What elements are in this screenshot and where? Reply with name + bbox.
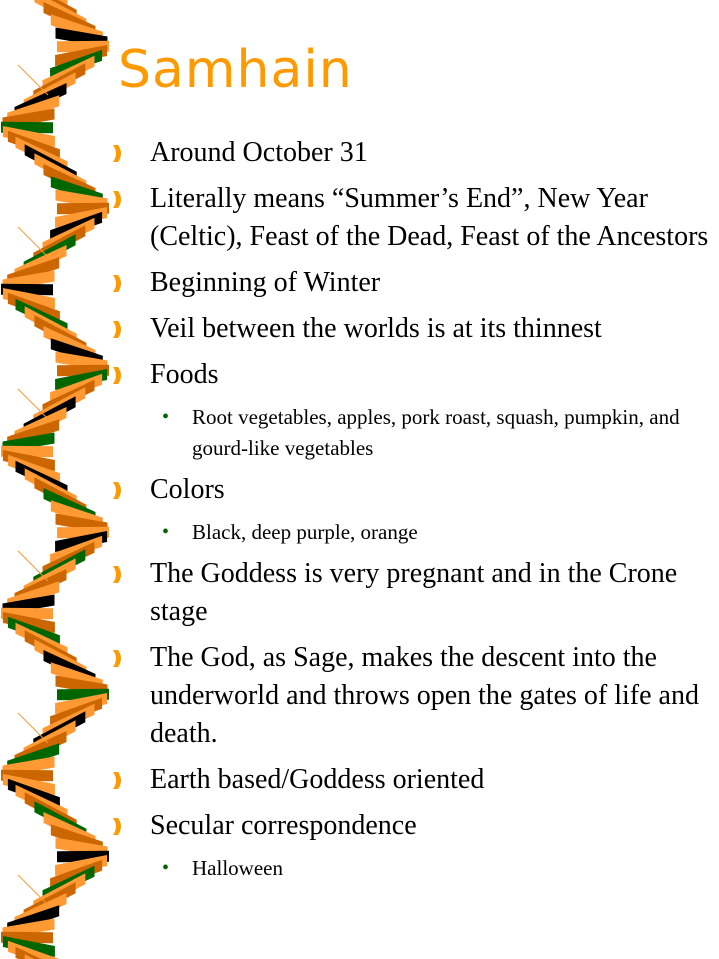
bullet-text: Secular correspondence xyxy=(150,810,417,841)
sub-bullet-dot-icon: • xyxy=(162,521,170,543)
bullet-icon xyxy=(112,650,124,667)
bullet-item xyxy=(112,356,712,394)
sub-bullet-dot-icon: • xyxy=(162,857,170,879)
bullet-item xyxy=(112,639,712,753)
bullet-item xyxy=(112,471,712,509)
bullet-icon xyxy=(112,818,124,835)
bullet-icon xyxy=(112,367,124,384)
bullet-item xyxy=(112,807,712,845)
bullet-text: Earth based/Goddess oriented xyxy=(150,764,485,795)
bullet-text: Beginning of Winter xyxy=(150,267,381,298)
bullet-item xyxy=(112,555,712,631)
bullet-icon xyxy=(112,191,124,208)
bullet-text: Veil between the worlds is at its thinnest xyxy=(150,313,602,344)
bullet-item xyxy=(112,180,712,256)
bullet-item xyxy=(112,761,712,799)
bullet-icon xyxy=(112,772,124,789)
sub-bullet-dot-icon: • xyxy=(162,406,170,428)
bullet-icon xyxy=(112,145,124,162)
sub-bullet-text: Root vegetables, apples, pork roast, squash, pumpkin, and gourd-like vegetables xyxy=(192,405,680,460)
bullet-text: Literally means “Summer’s End”, New Year (Celtic), Feast of the Dead, Feast of the Ancestors xyxy=(150,183,709,252)
bullet-icon xyxy=(112,482,124,499)
bullet-text: Around October 31 xyxy=(150,137,368,168)
bullet-text: Colors xyxy=(150,474,225,505)
bullet-icon xyxy=(112,566,124,583)
bullet-icon xyxy=(112,321,124,338)
slide-title: Samhain xyxy=(118,40,353,100)
sub-bullet-item xyxy=(112,517,712,548)
sub-bullet-text: Black, deep purple, orange xyxy=(192,520,418,544)
sub-bullet-text: Halloween xyxy=(192,856,283,880)
bullet-item xyxy=(112,134,712,172)
bullet-text: The God, as Sage, makes the descent into the underworld and throws open the gates of life and death. xyxy=(150,642,699,749)
bullet-item xyxy=(112,264,712,302)
bullet-item xyxy=(112,310,712,348)
sub-bullet-item xyxy=(112,853,712,884)
bullet-text: Foods xyxy=(150,359,219,390)
bullet-list xyxy=(112,134,712,891)
decorative-ribbon-border xyxy=(0,0,110,959)
bullet-text: The Goddess is very pregnant and in the Crone stage xyxy=(150,558,678,627)
bullet-icon xyxy=(112,275,124,292)
sub-bullet-item xyxy=(112,402,712,464)
